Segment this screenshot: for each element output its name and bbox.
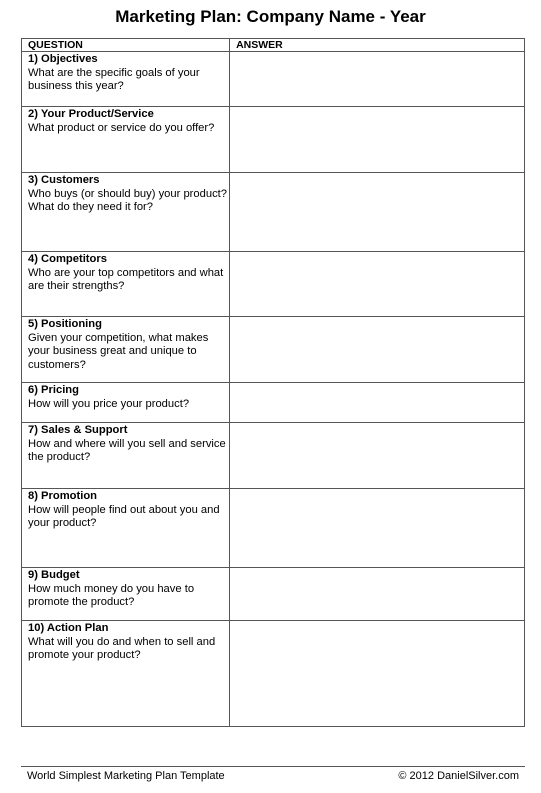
table-header-row — [22, 39, 525, 52]
answer-cell[interactable] — [230, 383, 525, 423]
question-text: How and where will you sell and service the product? — [28, 437, 226, 463]
question-title: 10) Action Plan — [28, 622, 109, 634]
question-cell — [22, 568, 230, 621]
question-cell — [22, 252, 230, 317]
answer-column-header: ANSWER — [230, 39, 525, 52]
question-title: 5) Positioning — [28, 318, 102, 330]
answer-cell[interactable] — [230, 423, 525, 489]
table-row — [22, 621, 525, 727]
question-column-header: QUESTION — [22, 39, 230, 52]
question-cell — [22, 173, 230, 252]
question-text: Who are your top competitors and what are their strengths? — [28, 266, 224, 292]
page-title: Marketing Plan: Company Name - Year — [115, 7, 426, 26]
question-title: 3) Customers — [28, 174, 100, 186]
question-cell — [22, 489, 230, 568]
question-text: How will people find out about you and your product? — [28, 503, 220, 529]
question-title: 9) Budget — [28, 569, 80, 581]
table-row — [22, 252, 525, 317]
answer-cell[interactable] — [230, 317, 525, 383]
marketing-plan-table — [21, 38, 525, 727]
question-text: Who buys (or should buy) your product? What do they need it for? — [28, 187, 227, 213]
answer-cell[interactable] — [230, 621, 525, 727]
table-row — [22, 383, 525, 423]
table-row — [22, 423, 525, 489]
answer-cell[interactable] — [230, 568, 525, 621]
answer-cell[interactable] — [230, 173, 525, 252]
question-text: What product or service do you offer? — [28, 121, 215, 134]
footer-divider — [21, 766, 525, 767]
footer-copyright: © 2012 DanielSilver.com — [398, 770, 519, 782]
question-cell — [22, 52, 230, 107]
answer-cell[interactable] — [230, 489, 525, 568]
table-row — [22, 317, 525, 383]
table-row — [22, 568, 525, 621]
question-cell — [22, 621, 230, 727]
question-cell — [22, 107, 230, 173]
question-text: How will you price your product? — [28, 397, 190, 410]
question-title: 4) Competitors — [28, 253, 107, 265]
question-title: 7) Sales & Support — [28, 424, 128, 436]
question-title: 1) Objectives — [28, 53, 98, 65]
question-title: 6) Pricing — [28, 384, 79, 396]
question-title: 2) Your Product/Service — [28, 108, 154, 120]
answer-cell[interactable] — [230, 52, 525, 107]
question-cell — [22, 423, 230, 489]
table-row — [22, 52, 525, 107]
question-text: How much money do you have to promote the product? — [28, 582, 195, 608]
question-text: Given your competition, what makes your business great and unique to customers? — [28, 331, 209, 371]
question-cell — [22, 383, 230, 423]
answer-cell[interactable] — [230, 107, 525, 173]
question-title: 8) Promotion — [28, 490, 97, 502]
question-cell — [22, 317, 230, 383]
question-text: What will you do and when to sell and promote your product? — [28, 635, 216, 661]
table-row — [22, 173, 525, 252]
table-row — [22, 489, 525, 568]
footer-template-name: World Simplest Marketing Plan Template — [27, 770, 225, 782]
answer-cell[interactable] — [230, 252, 525, 317]
table-row — [22, 107, 525, 173]
question-text: What are the specific goals of your business this year? — [28, 66, 200, 92]
